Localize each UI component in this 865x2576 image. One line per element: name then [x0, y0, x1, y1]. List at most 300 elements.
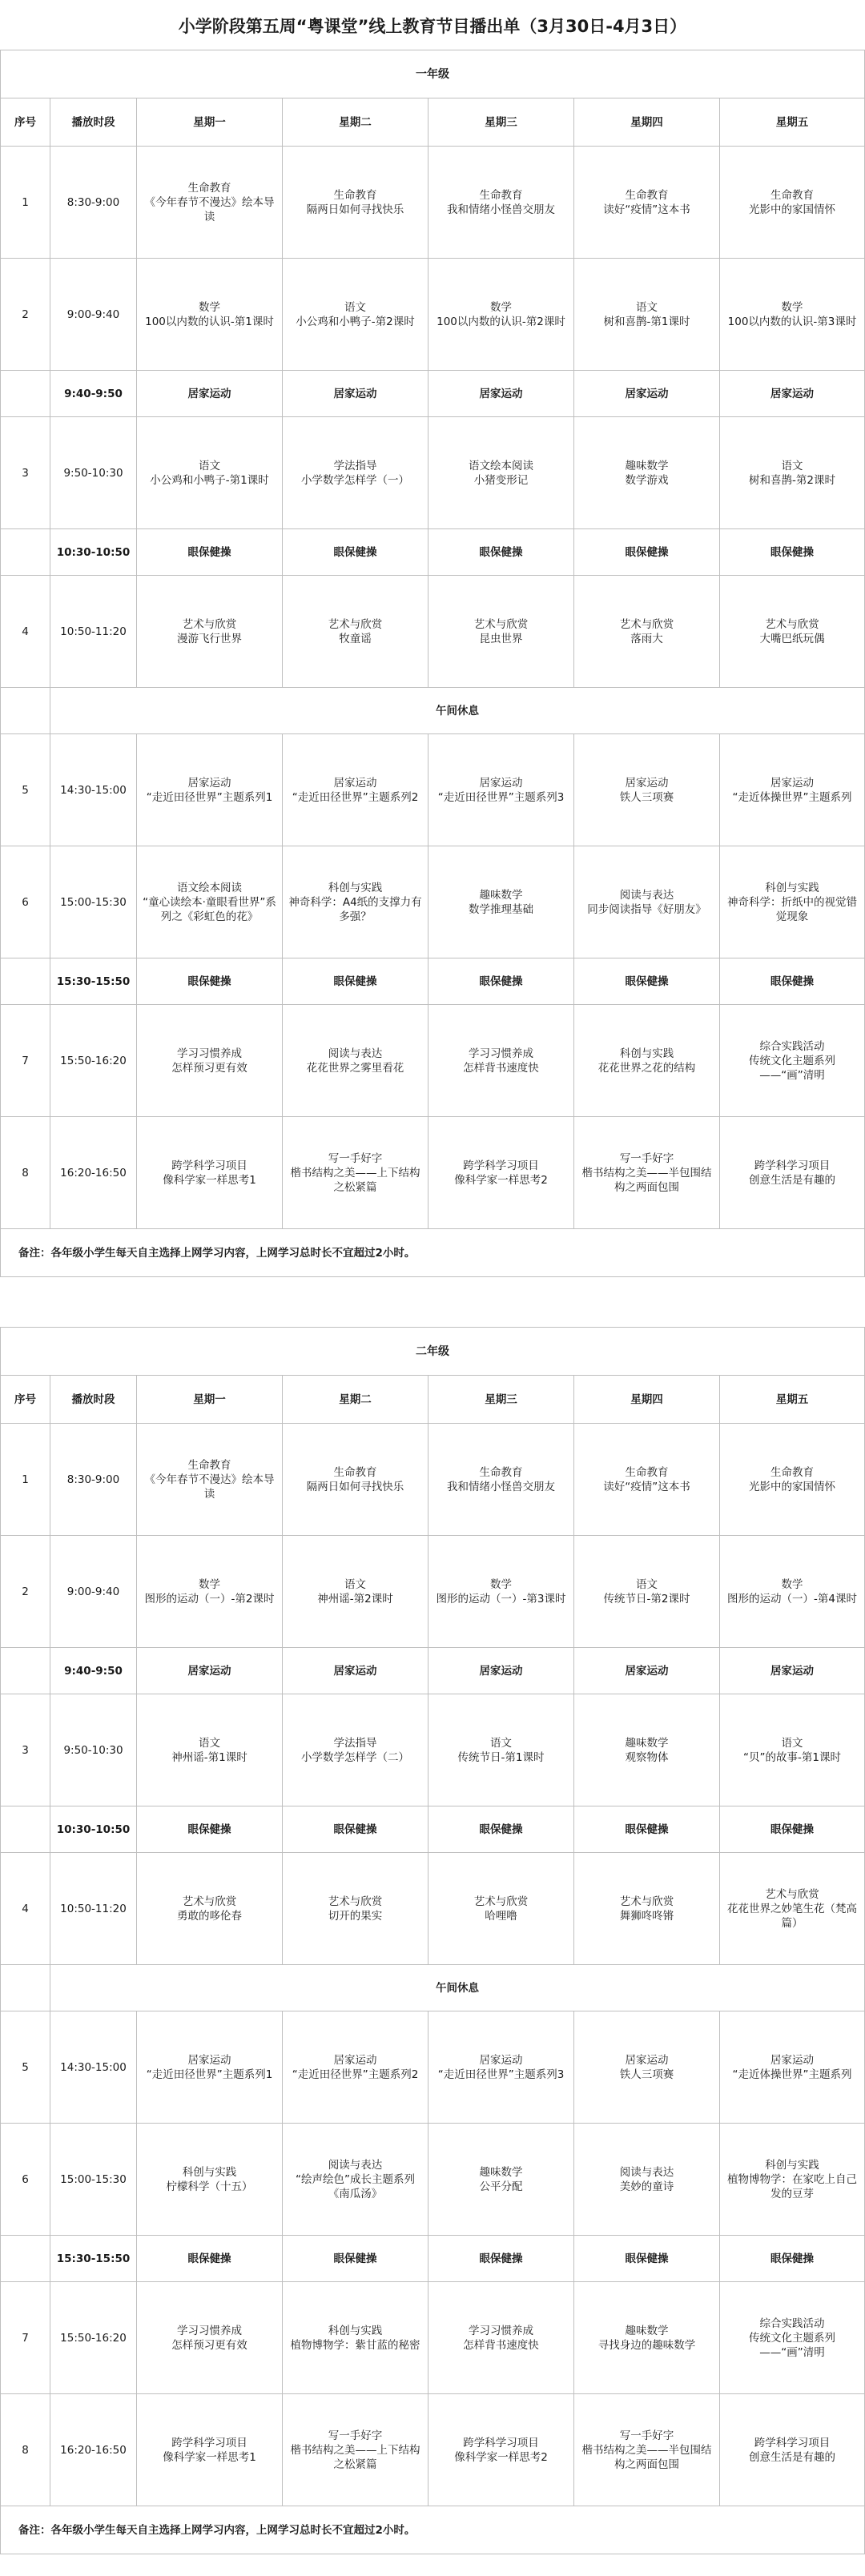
column-header: 播放时段 — [50, 98, 137, 147]
lesson-topic: 铁人三项赛 — [619, 2068, 674, 2081]
lesson-cell — [137, 2011, 283, 2124]
activity-row — [1, 371, 865, 417]
lesson-topic: 像科学家一样思考2 — [454, 1173, 548, 1187]
column-header: 序号 — [1, 98, 50, 147]
lesson-subject: 阅读与表达 — [619, 2165, 674, 2179]
lesson-cell — [574, 734, 720, 846]
lesson-subject: 阅读与表达 — [619, 888, 674, 902]
lesson-topic: 我和情绪小怪兽交朋友 — [447, 203, 555, 216]
table-row — [1, 417, 865, 529]
lesson-topic: 像科学家一样思考1 — [163, 1173, 256, 1187]
time-slot: 15:50-16:20 — [50, 1005, 137, 1117]
lesson-subject: 学习习惯养成 — [469, 1047, 533, 1060]
lesson-topic: 怎样预习更有效 — [171, 1061, 247, 1075]
row-number: 3 — [1, 417, 50, 529]
activity-cell: 居家运动 — [574, 1648, 720, 1694]
lesson-topic: “走近体操世界”主题系列 — [732, 2068, 852, 2081]
lesson-cell — [137, 2394, 283, 2506]
activity-row — [1, 1806, 865, 1853]
activity-cell: 眼保健操 — [574, 1806, 720, 1853]
lesson-topic: “走近田径世界”主题系列2 — [292, 790, 419, 804]
lesson-subject: 生命教育 — [625, 1465, 669, 1479]
lesson-cell — [428, 846, 574, 958]
lesson-topic: 图形的运动（一）-第4课时 — [727, 1592, 857, 1605]
row-number — [1, 958, 50, 1005]
time-slot: 10:50-11:20 — [50, 1853, 137, 1965]
lesson-cell — [574, 1536, 720, 1648]
time-slot: 16:20-16:50 — [50, 2394, 137, 2506]
lesson-subject: 语文 — [636, 1577, 658, 1591]
row-number: 4 — [1, 576, 50, 688]
lesson-subject: 综合实践活动 — [759, 2317, 825, 2330]
lesson-subject: 艺术与欣赏 — [619, 617, 674, 631]
time-slot: 9:40-9:50 — [50, 1648, 137, 1694]
lesson-cell — [720, 734, 865, 846]
lesson-cell — [283, 259, 428, 371]
lesson-cell — [720, 1005, 865, 1117]
lesson-topic: 数学推理基础 — [469, 902, 533, 916]
lesson-topic: 读好“疫情”这本书 — [603, 1480, 690, 1493]
lesson-subject: 写一手好字 — [328, 2429, 383, 2442]
lesson-topic: 落雨大 — [630, 632, 663, 645]
activity-cell: 眼保健操 — [283, 529, 428, 576]
lesson-cell — [137, 1536, 283, 1648]
row-number — [1, 1648, 50, 1694]
lesson-subject: 写一手好字 — [328, 1151, 383, 1165]
lesson-subject: 科创与实践 — [328, 2324, 383, 2337]
lesson-topic: 我和情绪小怪兽交朋友 — [447, 1480, 555, 1493]
time-slot: 8:30-9:00 — [50, 147, 137, 259]
lesson-subject: 生命教育 — [187, 1458, 231, 1472]
table-row — [1, 2124, 865, 2236]
lesson-topic: 楷书结构之美——上下结构之松紧篇 — [290, 2443, 420, 2471]
lesson-topic: 寻找身边的趣味数学 — [597, 2338, 696, 2352]
table-row — [1, 734, 865, 846]
time-slot: 10:30-10:50 — [50, 1806, 137, 1853]
lesson-subject: 居家运动 — [479, 776, 523, 790]
time-slot: 15:30-15:50 — [50, 958, 137, 1005]
lesson-topic: 数学游戏 — [625, 473, 669, 487]
activity-cell: 居家运动 — [137, 1648, 283, 1694]
lesson-cell — [574, 1117, 720, 1229]
lesson-subject: 艺术与欣赏 — [182, 1895, 237, 1908]
table-row — [1, 147, 865, 259]
activity-cell: 眼保健操 — [574, 958, 720, 1005]
lesson-subject: 艺术与欣赏 — [473, 617, 529, 631]
lesson-subject: 跨学科学习项目 — [463, 1159, 539, 1172]
lesson-cell — [137, 1117, 283, 1229]
lesson-cell — [720, 259, 865, 371]
table-row — [1, 2394, 865, 2506]
lesson-cell — [574, 2124, 720, 2236]
row-number: 1 — [1, 1424, 50, 1536]
lesson-cell — [574, 2282, 720, 2394]
column-header: 星期一 — [137, 98, 283, 147]
table-row — [1, 259, 865, 371]
activity-cell: 眼保健操 — [574, 529, 720, 576]
lesson-cell — [137, 734, 283, 846]
lesson-subject: 数学 — [199, 1577, 220, 1591]
lesson-cell — [283, 2011, 428, 2124]
lesson-subject: 艺术与欣赏 — [765, 617, 819, 631]
lesson-cell — [428, 1424, 574, 1536]
lesson-cell — [720, 576, 865, 688]
section-gap — [0, 1277, 865, 1327]
lesson-topic: 100以内数的认识-第3课时 — [727, 315, 857, 328]
column-header: 星期四 — [574, 98, 720, 147]
table-row — [1, 1536, 865, 1648]
lesson-topic: 怎样背书速度快 — [463, 2338, 539, 2352]
lesson-cell — [574, 576, 720, 688]
lesson-topic: “绘声绘色”成长主题系列《南瓜汤》 — [296, 2172, 415, 2200]
lesson-cell — [428, 1853, 574, 1965]
lesson-cell — [283, 1117, 428, 1229]
lesson-cell — [137, 259, 283, 371]
lesson-subject: 语文 — [490, 1736, 512, 1750]
lesson-topic: 隔两日如何寻找快乐 — [306, 203, 404, 216]
lesson-subject: 科创与实践 — [619, 1047, 674, 1060]
column-header: 星期三 — [428, 98, 574, 147]
activity-cell: 眼保健操 — [283, 958, 428, 1005]
lesson-subject: 学习习惯养成 — [177, 1047, 242, 1060]
lesson-subject: 语文 — [781, 459, 803, 472]
lesson-topic: “走近田径世界”主题系列2 — [292, 2068, 419, 2081]
lesson-cell — [428, 2011, 574, 2124]
lesson-topic: 同步阅读指导《好朋友》 — [587, 902, 706, 916]
lesson-topic: 小猪变形记 — [473, 473, 529, 487]
lesson-topic: “走近体操世界”主题系列 — [732, 790, 852, 804]
lesson-subject: 生命教育 — [479, 1465, 523, 1479]
lesson-topic: 小学数学怎样学（一） — [301, 473, 409, 487]
lesson-subject: 学法指导 — [333, 1736, 377, 1750]
schedule-table — [0, 1327, 865, 2554]
lesson-topic: 图形的运动（一）-第2课时 — [144, 1592, 275, 1605]
lesson-cell — [137, 2124, 283, 2236]
lesson-subject: 语文 — [199, 1736, 220, 1750]
lesson-cell — [574, 2394, 720, 2506]
lesson-subject: 语文 — [199, 459, 220, 472]
lesson-topic: 哈哩噜 — [485, 1909, 517, 1923]
lesson-topic: 传统文化主题系列——“画”清明 — [749, 2331, 836, 2359]
lesson-topic: 创意生活是有趣的 — [749, 2450, 836, 2464]
lesson-subject: 写一手好字 — [619, 2429, 674, 2442]
lesson-subject: 综合实践活动 — [759, 1039, 825, 1053]
lesson-cell — [283, 1005, 428, 1117]
lesson-cell — [720, 1853, 865, 1965]
lesson-subject: 居家运动 — [770, 2053, 815, 2067]
lesson-topic: 花花世界之雾里看花 — [306, 1061, 404, 1075]
activity-cell: 居家运动 — [137, 371, 283, 417]
time-slot: 16:20-16:50 — [50, 1117, 137, 1229]
lesson-cell — [720, 147, 865, 259]
column-header: 星期二 — [283, 1376, 428, 1424]
table-row — [1, 2282, 865, 2394]
lesson-topic: 牧童谣 — [339, 632, 372, 645]
lesson-subject: 居家运动 — [479, 2053, 523, 2067]
column-header: 星期五 — [720, 98, 865, 147]
lesson-subject: 数学 — [490, 1577, 512, 1591]
lesson-topic: 读好“疫情”这本书 — [603, 203, 690, 216]
lesson-topic: 柠檬科学（十五） — [166, 2180, 253, 2193]
row-number: 6 — [1, 2124, 50, 2236]
activity-row — [1, 529, 865, 576]
time-slot: 10:50-11:20 — [50, 576, 137, 688]
time-slot: 10:30-10:50 — [50, 529, 137, 576]
activity-cell: 居家运动 — [428, 371, 574, 417]
lesson-cell — [137, 1853, 283, 1965]
activity-cell: 居家运动 — [720, 371, 865, 417]
row-number: 5 — [1, 2011, 50, 2124]
lesson-topic: 传统节日-第2课时 — [603, 1592, 690, 1605]
lesson-cell — [720, 1117, 865, 1229]
lesson-subject: 艺术与欣赏 — [328, 617, 383, 631]
lesson-subject: 学法指导 — [333, 459, 377, 472]
lesson-subject: 生命教育 — [333, 1465, 377, 1479]
page-title: 小学阶段第五周“粤课堂”线上教育节目播出单（3月30日-4月3日） — [178, 17, 687, 36]
lesson-subject: 学习习惯养成 — [177, 2324, 242, 2337]
activity-row — [1, 958, 865, 1005]
lesson-subject: 科创与实践 — [328, 881, 383, 894]
lesson-topic: 观察物体 — [625, 1750, 669, 1764]
row-number: 1 — [1, 147, 50, 259]
activity-cell: 眼保健操 — [428, 1806, 574, 1853]
lesson-cell — [428, 2394, 574, 2506]
lesson-subject: 跨学科学习项目 — [171, 2436, 247, 2449]
lesson-subject: 趣味数学 — [479, 2165, 523, 2179]
lesson-cell — [283, 1853, 428, 1965]
lunch-break-row — [1, 1965, 865, 2011]
time-slot: 9:00-9:40 — [50, 259, 137, 371]
lesson-topic: “走近田径世界”主题系列1 — [146, 790, 273, 804]
row-number: 4 — [1, 1853, 50, 1965]
table-row — [1, 1424, 865, 1536]
lesson-cell — [283, 147, 428, 259]
activity-cell: 眼保健操 — [137, 958, 283, 1005]
row-number — [1, 529, 50, 576]
table-row — [1, 1853, 865, 1965]
lesson-cell — [283, 2394, 428, 2506]
lesson-topic: “贝”的故事-第1课时 — [743, 1750, 841, 1764]
lunch-break-row — [1, 688, 865, 734]
lesson-subject: 语文 — [344, 1577, 366, 1591]
lesson-topic: 神州谣-第1课时 — [171, 1750, 247, 1764]
schedule-table — [0, 50, 865, 1277]
activity-cell: 眼保健操 — [428, 529, 574, 576]
activity-cell: 居家运动 — [283, 1648, 428, 1694]
lesson-subject: 生命教育 — [625, 188, 669, 202]
lesson-subject: 居家运动 — [625, 776, 669, 790]
time-slot: 9:50-10:30 — [50, 417, 137, 529]
activity-cell: 眼保健操 — [428, 2236, 574, 2282]
column-header: 星期三 — [428, 1376, 574, 1424]
lesson-topic: 楷书结构之美——半包围结构之两面包围 — [581, 2443, 712, 2471]
lesson-topic: 公平分配 — [479, 2180, 523, 2193]
row-number — [1, 371, 50, 417]
lesson-topic: 花花世界之妙笔生花（梵高篇） — [727, 1902, 858, 1930]
lesson-subject: 数学 — [490, 300, 512, 314]
lesson-topic: 树和喜鹊-第1课时 — [603, 315, 690, 328]
lesson-cell — [574, 1853, 720, 1965]
activity-cell: 居家运动 — [428, 1648, 574, 1694]
lesson-cell — [428, 734, 574, 846]
activity-cell: 眼保健操 — [137, 1806, 283, 1853]
lesson-subject: 生命教育 — [333, 188, 377, 202]
lesson-topic: 神州谣-第2课时 — [317, 1592, 393, 1605]
lesson-subject: 趣味数学 — [479, 888, 523, 902]
activity-cell: 眼保健操 — [720, 529, 865, 576]
lesson-cell — [137, 417, 283, 529]
lesson-topic: 100以内数的认识-第1课时 — [145, 315, 274, 328]
lesson-subject: 跨学科学习项目 — [171, 1159, 247, 1172]
time-slot: 15:30-15:50 — [50, 2236, 137, 2282]
row-number — [1, 1965, 50, 2011]
lesson-subject: 生命教育 — [479, 188, 523, 202]
lunch-break-label: 午间休息 — [50, 1965, 865, 2011]
row-number: 7 — [1, 1005, 50, 1117]
column-header: 序号 — [1, 1376, 50, 1424]
time-slot: 15:00-15:30 — [50, 2124, 137, 2236]
lesson-cell — [720, 846, 865, 958]
lesson-subject: 艺术与欣赏 — [328, 1895, 383, 1908]
row-number: 2 — [1, 259, 50, 371]
column-header: 星期一 — [137, 1376, 283, 1424]
table-row — [1, 1117, 865, 1229]
lesson-cell — [137, 576, 283, 688]
schedule-note: 备注：各年级小学生每天自主选择上网学习内容，上网学习总时长不宜超过2小时。 — [1, 2506, 865, 2554]
lesson-topic: 《今年春节不漫达》绘本导读 — [144, 1473, 275, 1501]
lesson-subject: 写一手好字 — [619, 1151, 674, 1165]
time-slot: 15:50-16:20 — [50, 2282, 137, 2394]
lesson-cell — [137, 1005, 283, 1117]
lesson-topic: 切开的果实 — [328, 1909, 383, 1923]
lesson-subject: 语文绘本阅读 — [177, 881, 242, 894]
lesson-cell — [283, 2282, 428, 2394]
time-slot: 9:00-9:40 — [50, 1536, 137, 1648]
lesson-subject: 语文 — [781, 1736, 803, 1750]
lesson-subject: 科创与实践 — [765, 881, 819, 894]
lesson-cell — [574, 147, 720, 259]
lesson-topic: 《今年春节不漫达》绘本导读 — [144, 195, 275, 223]
lesson-subject: 数学 — [199, 300, 220, 314]
lesson-topic: 漫游飞行世界 — [177, 632, 242, 645]
lesson-cell — [137, 2282, 283, 2394]
lesson-cell — [283, 846, 428, 958]
lesson-subject: 语文 — [636, 300, 658, 314]
time-slot: 15:00-15:30 — [50, 846, 137, 958]
activity-cell: 眼保健操 — [720, 958, 865, 1005]
row-number: 8 — [1, 1117, 50, 1229]
lesson-subject: 生命教育 — [770, 188, 815, 202]
lesson-topic: “童心读绘本·童眼看世界”系列之《彩虹色的花》 — [143, 895, 276, 923]
lesson-subject: 跨学科学习项目 — [754, 1159, 831, 1172]
lesson-topic: 小公鸡和小鸭子-第1课时 — [150, 473, 269, 487]
grade-title: 二年级 — [1, 1328, 865, 1376]
lesson-cell — [720, 1536, 865, 1648]
lesson-subject: 数学 — [781, 1577, 803, 1591]
lesson-topic: 花花世界之花的结构 — [597, 1061, 696, 1075]
lesson-subject: 科创与实践 — [765, 2158, 819, 2172]
lesson-topic: 创意生活是有趣的 — [749, 1173, 836, 1187]
lesson-subject: 趣味数学 — [625, 2324, 669, 2337]
lesson-cell — [720, 2011, 865, 2124]
table-row — [1, 576, 865, 688]
time-slot: 8:30-9:00 — [50, 1424, 137, 1536]
lesson-subject: 居家运动 — [625, 2053, 669, 2067]
lesson-subject: 语文绘本阅读 — [469, 459, 533, 472]
column-header: 星期四 — [574, 1376, 720, 1424]
table-row — [1, 1694, 865, 1806]
lesson-topic: 像科学家一样思考1 — [163, 2450, 256, 2464]
lesson-subject: 居家运动 — [333, 776, 377, 790]
lesson-cell — [137, 1694, 283, 1806]
lesson-cell — [283, 2124, 428, 2236]
lesson-cell — [428, 259, 574, 371]
lunch-break-label: 午间休息 — [50, 688, 865, 734]
lesson-cell — [283, 734, 428, 846]
lesson-subject: 艺术与欣赏 — [765, 1887, 819, 1901]
row-number — [1, 2236, 50, 2282]
lesson-cell — [574, 259, 720, 371]
lesson-cell — [720, 2124, 865, 2236]
row-number: 2 — [1, 1536, 50, 1648]
lesson-cell — [574, 1424, 720, 1536]
lesson-cell — [428, 576, 574, 688]
row-number: 8 — [1, 2394, 50, 2506]
lesson-topic: 小学数学怎样学（二） — [301, 1750, 409, 1764]
lesson-topic: 光影中的家国情怀 — [749, 203, 836, 216]
column-header: 播放时段 — [50, 1376, 137, 1424]
lesson-cell — [283, 417, 428, 529]
lesson-topic: “走近田径世界”主题系列3 — [437, 2068, 565, 2081]
lesson-topic: 图形的运动（一）-第3课时 — [436, 1592, 566, 1605]
lesson-cell — [283, 1694, 428, 1806]
activity-row — [1, 2236, 865, 2282]
lesson-cell — [574, 1005, 720, 1117]
lesson-cell — [137, 1424, 283, 1536]
row-number: 7 — [1, 2282, 50, 2394]
lesson-topic: 大嘴巴纸玩偶 — [759, 632, 825, 645]
lesson-cell — [283, 1536, 428, 1648]
column-header: 星期五 — [720, 1376, 865, 1424]
lesson-cell — [720, 417, 865, 529]
lesson-subject: 艺术与欣赏 — [473, 1895, 529, 1908]
lesson-subject: 学习习惯养成 — [469, 2324, 533, 2337]
lesson-subject: 艺术与欣赏 — [182, 617, 237, 631]
lesson-subject: 趣味数学 — [625, 1736, 669, 1750]
activity-cell: 眼保健操 — [720, 2236, 865, 2282]
lesson-subject: 居家运动 — [770, 776, 815, 790]
lesson-subject: 艺术与欣赏 — [619, 1895, 674, 1908]
lesson-topic: 神奇科学：A4纸的支撑力有多强？ — [288, 895, 422, 923]
table-row — [1, 2011, 865, 2124]
lesson-cell — [137, 846, 283, 958]
lesson-topic: 传统节日-第1课时 — [457, 1750, 545, 1764]
lesson-cell — [428, 1117, 574, 1229]
activity-cell: 眼保健操 — [720, 1806, 865, 1853]
lesson-cell — [137, 147, 283, 259]
lesson-subject: 跨学科学习项目 — [754, 2436, 831, 2449]
lesson-subject: 阅读与表达 — [328, 1047, 383, 1060]
lesson-topic: 植物博物学：紫甘蓝的秘密 — [290, 2338, 420, 2352]
lesson-topic: 传统文化主题系列——“画”清明 — [749, 1054, 836, 1082]
row-number: 6 — [1, 846, 50, 958]
lesson-subject: 居家运动 — [333, 2053, 377, 2067]
lesson-cell — [283, 1424, 428, 1536]
lesson-cell — [574, 846, 720, 958]
schedule-note: 备注：各年级小学生每天自主选择上网学习内容，上网学习总时长不宜超过2小时。 — [1, 1229, 865, 1277]
lesson-topic: 舞狮咚咚锵 — [619, 1909, 674, 1923]
activity-row — [1, 1648, 865, 1694]
